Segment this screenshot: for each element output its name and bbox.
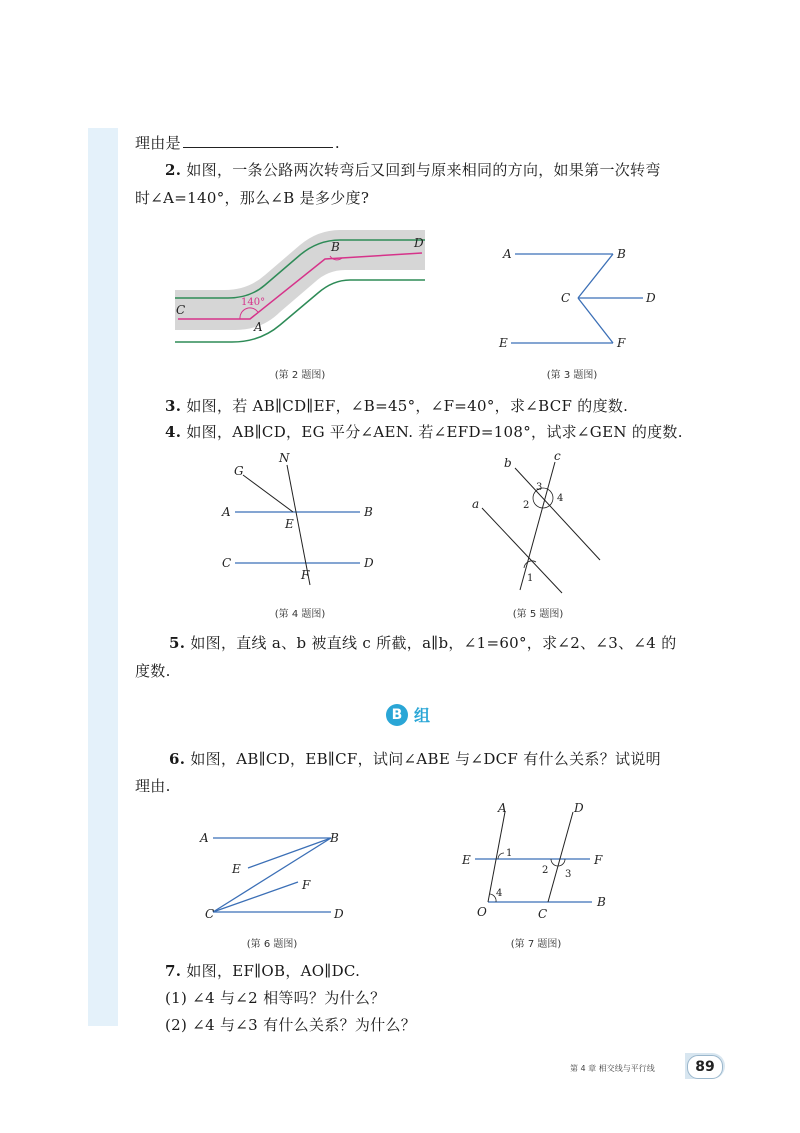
- fig7-label-o: O: [477, 905, 487, 919]
- caption-fig4: (第 4 题图): [274, 609, 326, 620]
- q2-number: 2.: [165, 161, 182, 179]
- answer-prefix: 理由是: [135, 134, 181, 152]
- label-d: D: [414, 236, 424, 250]
- fig4-label-e: E: [285, 517, 294, 531]
- fig7-angle-2: 2: [542, 865, 549, 876]
- fig7-label-f: F: [594, 853, 603, 867]
- fig6-label-f: F: [302, 878, 311, 892]
- q7-part-2: (2) ∠4 与∠3 有什么关系？为什么？: [165, 1016, 417, 1034]
- q5-text-1: 如图，直线 a、b 被直线 c 所截，a∥b，∠1=60°，求∠2、∠3、∠4 的: [190, 634, 677, 652]
- q3-text: 如图，若 AB∥CD∥EF，∠B=45°，∠F=40°，求∠BCF 的度数.: [186, 397, 629, 415]
- fig4-label-g: G: [234, 464, 244, 478]
- q4-number: 4.: [165, 423, 182, 441]
- q2-text-1: 如图，一条公路两次转弯后又回到与原来相同的方向，如果第一次转弯: [186, 161, 661, 179]
- fig4-label-c: C: [222, 556, 232, 570]
- fig6-label-a: A: [200, 831, 209, 845]
- fig6-label-c: C: [205, 907, 215, 921]
- fig3-label-c: C: [561, 291, 571, 305]
- fig4-label-b: B: [364, 505, 373, 519]
- q6-text-1: 如图，AB∥CD，EB∥CF，试问∠ABE 与∠DCF 有什么关系？试说明: [190, 750, 661, 768]
- fig7-label-a: A: [498, 801, 507, 815]
- fig5-angle-1: 1: [527, 573, 534, 584]
- q6-line1: [169, 749, 661, 769]
- caption-fig5: (第 5 题图): [512, 609, 564, 620]
- q5-line2: [135, 661, 171, 681]
- fig5-angle-4: 4: [557, 493, 564, 504]
- label-c: C: [176, 303, 186, 317]
- page-number: 89: [687, 1055, 723, 1079]
- q5-line1: [169, 633, 677, 653]
- fig3-label-f: F: [617, 336, 626, 350]
- fig3-label-b: B: [617, 247, 626, 261]
- fig5-angle-3: 3: [536, 482, 543, 493]
- fig7-angle-3: 3: [565, 869, 572, 880]
- q4-text: 如图，AB∥CD，EG 平分∠AEN. 若∠EFD=108°，试求∠GEN 的度数.: [186, 423, 683, 441]
- fig7-label-e: E: [462, 853, 471, 867]
- fig3-label-a: A: [503, 247, 512, 261]
- caption-fig3: (第 3 题图): [546, 370, 598, 381]
- q6-number: 6.: [169, 750, 186, 768]
- fig3-label-e: E: [499, 336, 508, 350]
- fig5-label-c: c: [554, 449, 561, 463]
- fig6-label-e: E: [232, 862, 241, 876]
- fig4-label-f: F: [301, 568, 310, 582]
- q3-line: [165, 396, 628, 416]
- q6-text-2: 理由.: [135, 777, 171, 795]
- q4-line: [165, 422, 683, 442]
- fig5-label-b: b: [504, 456, 512, 470]
- fig7-label-b: B: [597, 895, 606, 909]
- fig4-label-a: A: [222, 505, 231, 519]
- label-a: A: [254, 320, 263, 334]
- fig7-label-c: C: [538, 907, 548, 921]
- caption-fig2: (第 2 题图): [274, 370, 326, 381]
- fig7-angle-1: 1: [506, 848, 513, 859]
- q7-part-1: (1) ∠4 与∠2 相等吗？为什么？: [165, 989, 386, 1007]
- caption-fig7: (第 7 题图): [510, 939, 562, 950]
- q6-line2: [135, 776, 171, 796]
- caption-fig6: (第 6 题图): [246, 939, 298, 950]
- label-b: B: [331, 240, 340, 254]
- fig6-label-b: B: [330, 831, 339, 845]
- group-label: 组: [414, 706, 431, 725]
- q5-text-2: 度数.: [135, 662, 171, 680]
- q7-number: 7.: [165, 962, 182, 980]
- fig7-label-d: D: [574, 801, 584, 815]
- answer-suffix: .: [334, 134, 340, 152]
- fig5-angle-2: 2: [523, 500, 530, 511]
- fig5-label-a: a: [472, 497, 480, 511]
- q3-number: 3.: [165, 397, 182, 415]
- group-letter-badge: B: [386, 704, 408, 726]
- fig3-label-d: D: [646, 291, 656, 305]
- fig6-label-d: D: [334, 907, 344, 921]
- fig7-angle-4: 4: [496, 888, 503, 899]
- q7-text: 如图，EF∥OB，AO∥DC.: [186, 962, 361, 980]
- fig4-label-d: D: [364, 556, 374, 570]
- chapter-footer: 第 4 章 相交线与平行线: [570, 1064, 655, 1073]
- q5-number: 5.: [169, 634, 186, 652]
- fig4-label-n: N: [279, 451, 290, 465]
- angle-140-label: 140°: [241, 297, 266, 308]
- q2-text-2: 时∠A=140°，那么∠B 是多少度?: [135, 189, 370, 207]
- q7-line: [165, 961, 360, 981]
- group-b-header: [386, 703, 430, 726]
